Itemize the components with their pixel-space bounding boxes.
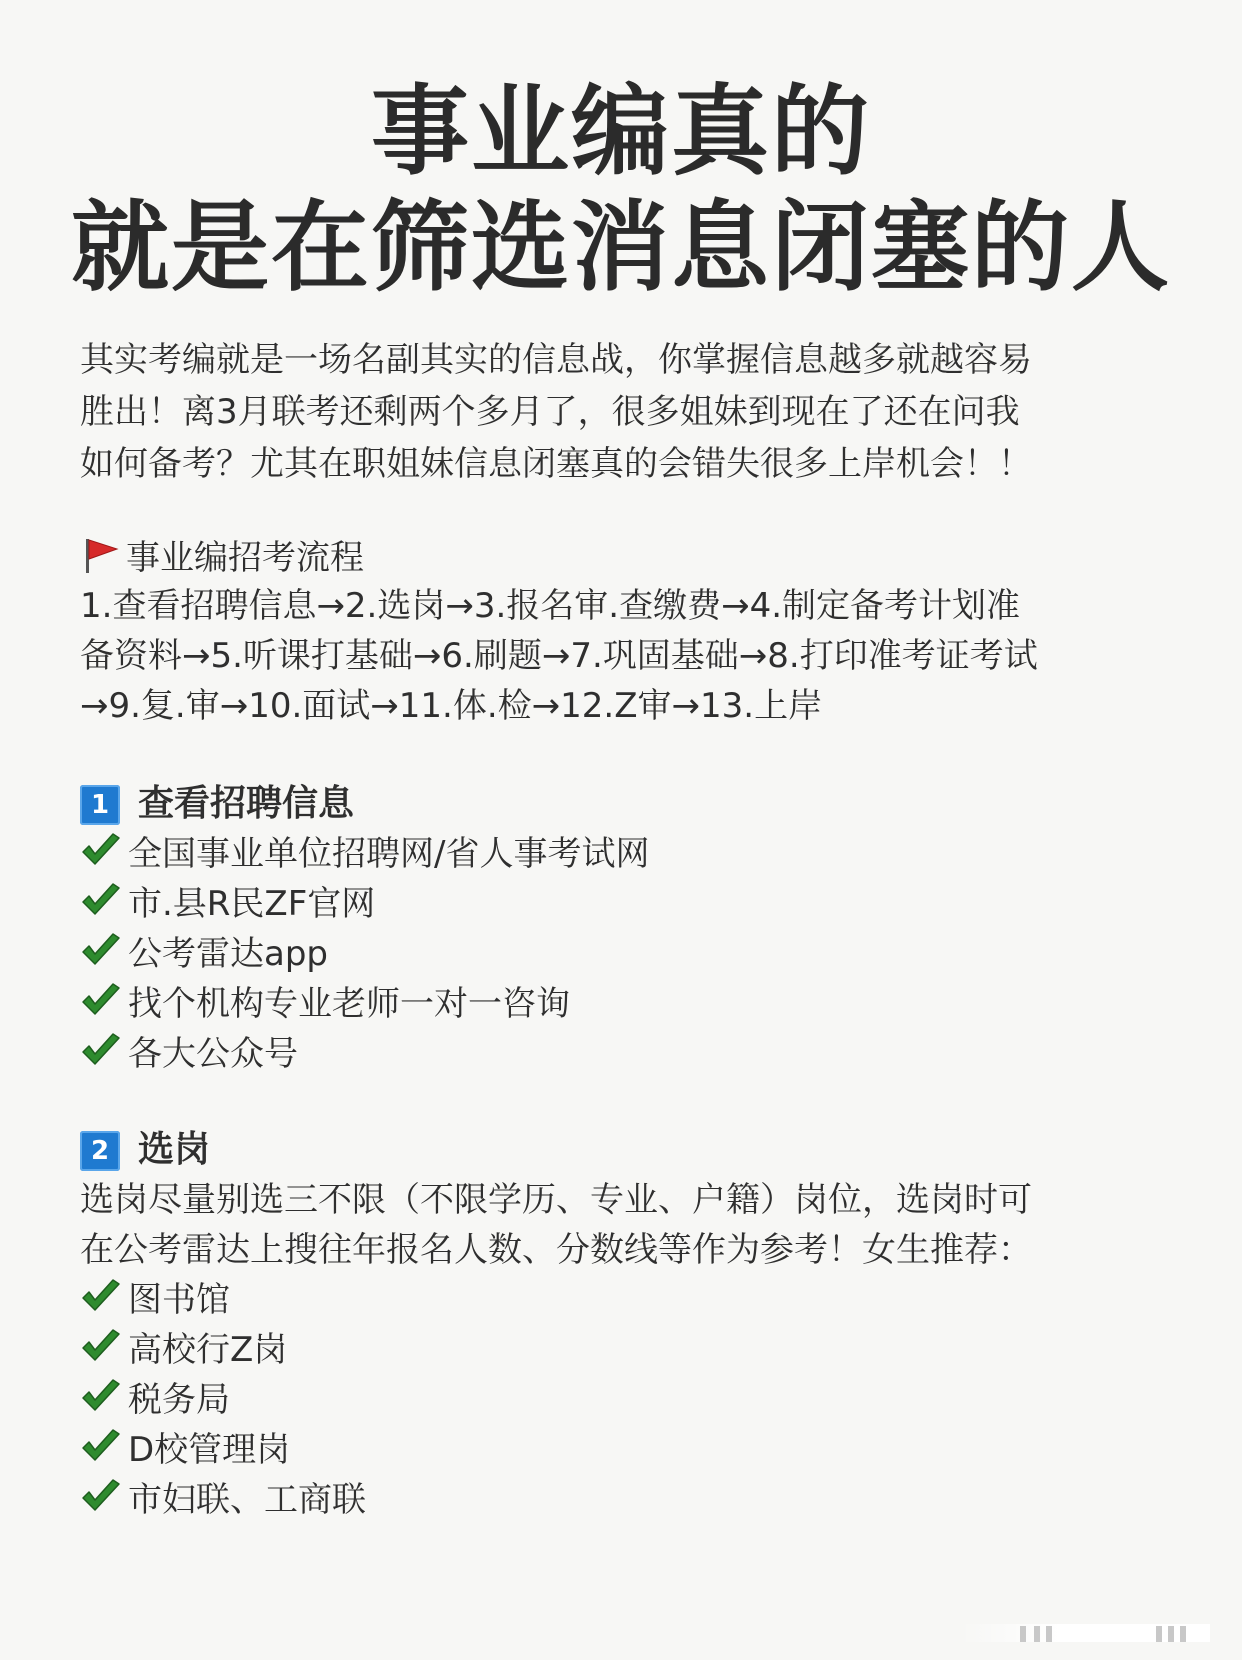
intro-line: 其实考编就是一场名副其实的信息战，你掌握信息越多就越容易 bbox=[80, 340, 1032, 380]
section-2-title: 选岗 bbox=[138, 1129, 211, 1170]
list-item-label: 市.县R民ZF官网 bbox=[128, 884, 376, 924]
list-item bbox=[80, 1324, 287, 1376]
red-flag-icon bbox=[80, 535, 120, 575]
check-icon bbox=[80, 931, 122, 971]
list-item bbox=[80, 978, 570, 1030]
section-2-text: 选岗尽量别选三不限（不限学历、专业、户籍）岗位，选岗时可 bbox=[80, 1180, 1032, 1220]
list-item-label: 市妇联、工商联 bbox=[128, 1480, 366, 1520]
list-item-label: 高校行Z岗 bbox=[128, 1330, 288, 1370]
process-heading bbox=[80, 532, 364, 584]
page-indicator-strip bbox=[960, 1624, 1210, 1642]
list-item bbox=[80, 828, 649, 880]
intro-line: 胜出！离3月联考还剩两个多月了，很多姐妹到现在了还在问我 bbox=[80, 392, 1020, 432]
list-item bbox=[80, 878, 375, 930]
check-icon bbox=[80, 1327, 122, 1367]
process-heading-label: 事业编招考流程 bbox=[126, 538, 364, 578]
check-icon bbox=[80, 1477, 122, 1517]
list-item bbox=[80, 928, 328, 980]
section-1-title: 查看招聘信息 bbox=[138, 783, 355, 824]
list-item bbox=[80, 1374, 230, 1426]
process-line: 1.查看招聘信息→2.选岗→3.报名审.查缴费→4.制定备考计划准 bbox=[80, 586, 1021, 626]
check-icon bbox=[80, 1277, 122, 1317]
list-item-label: 公考雷达app bbox=[128, 934, 328, 974]
check-icon bbox=[80, 881, 122, 921]
process-line: 备资料→5.听课打基础→6.刷题→7.巩固基础→8.打印准考证考试 bbox=[80, 636, 1038, 676]
check-icon bbox=[80, 831, 122, 871]
section-2-heading bbox=[80, 1124, 210, 1176]
list-item bbox=[80, 1424, 290, 1476]
section-2-text: 在公考雷达上搜往年报名人数、分数线等作为参考！女生推荐： bbox=[80, 1230, 1032, 1270]
list-item-label: 找个机构专业老师一对一咨询 bbox=[128, 984, 570, 1024]
number-badge-1: 1 bbox=[80, 785, 120, 825]
check-icon bbox=[80, 1031, 122, 1071]
list-item-label: D校管理岗 bbox=[128, 1430, 291, 1470]
check-icon bbox=[80, 1377, 122, 1417]
check-icon bbox=[80, 1427, 122, 1467]
list-item bbox=[80, 1474, 366, 1526]
list-item bbox=[80, 1028, 298, 1080]
section-1-heading bbox=[80, 778, 354, 830]
check-icon bbox=[80, 981, 122, 1021]
title-line-2: 就是在筛选消息闭塞的人 bbox=[70, 190, 1171, 305]
list-item-label: 税务局 bbox=[128, 1380, 230, 1420]
list-item-label: 图书馆 bbox=[128, 1280, 230, 1320]
list-item bbox=[80, 1274, 230, 1326]
intro-line: 如何备考？尤其在职姐妹信息闭塞真的会错失很多上岸机会！！ bbox=[80, 444, 1032, 484]
process-line: →9.复.审→10.面试→11.体.检→12.Z审→13.上岸 bbox=[80, 686, 823, 726]
list-item-label: 全国事业单位招聘网/省人事考试网 bbox=[128, 834, 650, 874]
title-line-1: 事业编真的 bbox=[370, 74, 871, 189]
list-item-label: 各大公众号 bbox=[128, 1034, 298, 1074]
number-badge-2: 2 bbox=[80, 1131, 120, 1171]
